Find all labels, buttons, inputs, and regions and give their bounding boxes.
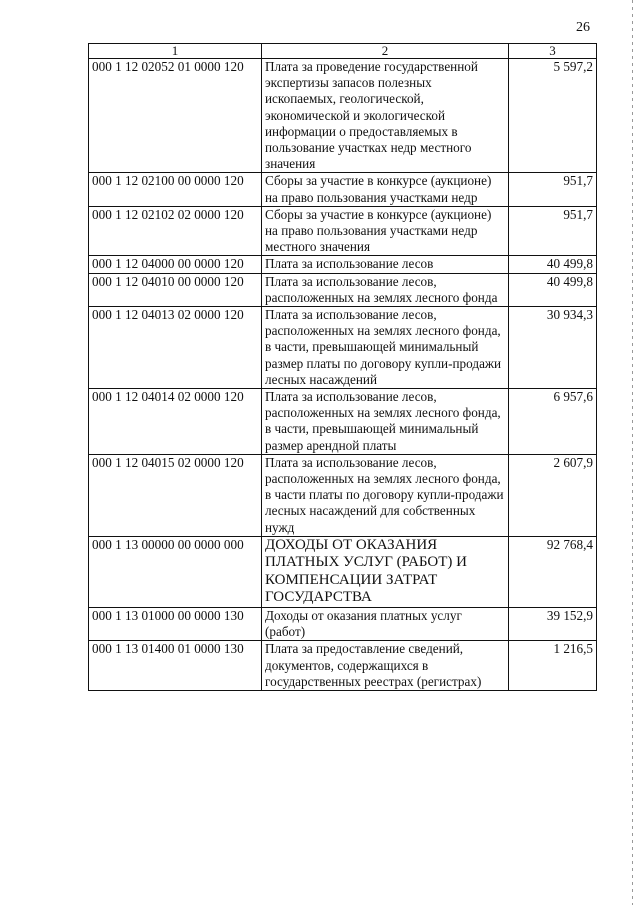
- code-cell: 000 1 12 04010 00 0000 120: [89, 273, 262, 306]
- amount-cell: 40 499,8: [509, 273, 597, 306]
- amount-cell: 30 934,3: [509, 307, 597, 389]
- page-number: 26: [576, 20, 590, 35]
- name-cell: Плата за использование лесов, расположенных на землях лесного фонда, в части, превышающей минимальный размер платы по договору купли-продажи лесных насаждений: [262, 307, 509, 389]
- table-row: [89, 59, 597, 173]
- name-cell: ДОХОДЫ ОТ ОКАЗАНИЯ ПЛАТНЫХ УСЛУГ (РАБОТ) И КОМПЕНСАЦИИ ЗАТРАТ ГОСУДАРСТВА: [262, 536, 509, 607]
- amount-cell: 951,7: [509, 173, 597, 206]
- name-cell: Плата за использование лесов, расположенных на землях лесного фонда, в части, превышающей минимальный размер арендной платы: [262, 389, 509, 455]
- name-cell: Плата за использование лесов, расположенных на землях лесного фонда: [262, 273, 509, 306]
- amount-cell: 5 597,2: [509, 59, 597, 173]
- table-body: [89, 59, 597, 691]
- code-cell: 000 1 12 04000 00 0000 120: [89, 256, 262, 273]
- column-header-amount: 3: [509, 44, 597, 59]
- code-cell: 000 1 12 02102 02 0000 120: [89, 206, 262, 256]
- amount-cell: 40 499,8: [509, 256, 597, 273]
- code-cell: 000 1 12 04015 02 0000 120: [89, 454, 262, 536]
- amount-cell: 39 152,9: [509, 607, 597, 640]
- table-row: [89, 641, 597, 691]
- table-row: [89, 307, 597, 389]
- amount-cell: 6 957,6: [509, 389, 597, 455]
- amount-cell: 951,7: [509, 206, 597, 256]
- name-cell: Плата за проведение государственной экспертизы запасов полезных ископаемых, геологической, экономической и экологической информации о предоставляемых в пользование участках недр местного значения: [262, 59, 509, 173]
- table-row: [89, 206, 597, 256]
- amount-cell: 1 216,5: [509, 641, 597, 691]
- name-cell: Сборы за участие в конкурсе (аукционе) на право пользования участками недр местного значения: [262, 206, 509, 256]
- amount-cell: 2 607,9: [509, 454, 597, 536]
- code-cell: 000 1 12 02052 01 0000 120: [89, 59, 262, 173]
- code-cell: 000 1 12 02100 00 0000 120: [89, 173, 262, 206]
- code-cell: 000 1 13 00000 00 0000 000: [89, 536, 262, 607]
- table-row: [89, 256, 597, 273]
- table-row: [89, 536, 597, 607]
- name-cell: Плата за использование лесов: [262, 256, 509, 273]
- page-edge-line: [632, 0, 633, 905]
- name-cell: Плата за использование лесов, расположенных на землях лесного фонда, в части платы по договору купли-продажи лесных насаждений для собственных нужд: [262, 454, 509, 536]
- name-cell: Сборы за участие в конкурсе (аукционе) на право пользования участками недр: [262, 173, 509, 206]
- revenue-table: [88, 43, 597, 691]
- table-row: [89, 607, 597, 640]
- code-cell: 000 1 13 01400 01 0000 130: [89, 641, 262, 691]
- name-cell: Доходы от оказания платных услуг (работ): [262, 607, 509, 640]
- code-cell: 000 1 12 04013 02 0000 120: [89, 307, 262, 389]
- name-cell: Плата за предоставление сведений, документов, содержащихся в государственных реестрах (регистрах): [262, 641, 509, 691]
- table-row: [89, 389, 597, 455]
- table-header-row: [89, 44, 597, 59]
- column-header-name: 2: [262, 44, 509, 59]
- table-row: [89, 273, 597, 306]
- code-cell: 000 1 13 01000 00 0000 130: [89, 607, 262, 640]
- column-header-code: 1: [89, 44, 262, 59]
- code-cell: 000 1 12 04014 02 0000 120: [89, 389, 262, 455]
- amount-cell: 92 768,4: [509, 536, 597, 607]
- table-row: [89, 173, 597, 206]
- table-row: [89, 454, 597, 536]
